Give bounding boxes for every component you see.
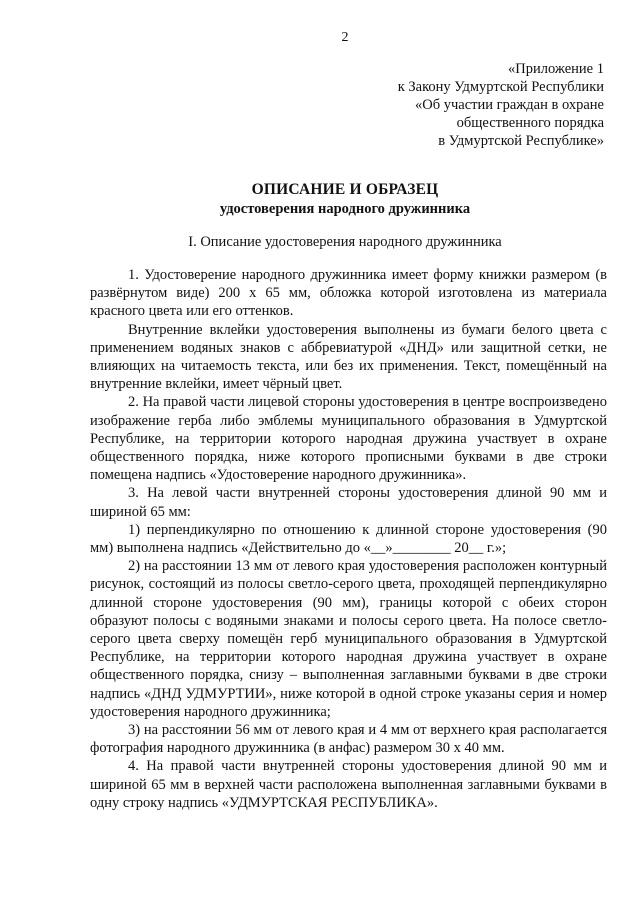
body-text — [90, 266, 607, 812]
paragraph: 3. На левой части внутренней стороны удостоверения длиной 90 мм и шириной 65 мм: — [90, 485, 607, 520]
paragraph: 1. Удостоверение народного дружинника имеет форму книжки размером (в развёрнутом виде) 200 x 65 мм, обложка которой изготовлена из материала красного цвета или его оттенков. — [90, 267, 607, 320]
appendix-line: в Удмуртской Республике» — [438, 133, 604, 149]
paragraph: 3) на расстоянии 56 мм от левого края и 4 мм от верхнего края располагается фотография народного дружинника (в анфас) размером 30 x 40 мм. — [90, 722, 607, 757]
appendix-note — [398, 60, 604, 150]
appendix-line: «Приложение 1 — [508, 61, 604, 77]
paragraph: 2) на расстоянии 13 мм от левого края удостоверения расположен контурный рисунок, состоящий из полосы светло-серого цвета, проходящей перпендикулярно длинной стороне удостоверения (90 мм), границы которой с обеих сторон образуют полосы с водяными знаками и полосы серого цвета. На полосе светло-серого цвета сверху помещён герб муниципального образования в Удмуртской Республике, на территории которого народная дружина участвует в охране общественного порядка, снизу – выполненная заглавными буквами в две строки надпись «ДНД УДМУРТИИ», ниже которой в одной строке указаны серия и номер удостоверения народного дружинника; — [90, 558, 607, 720]
paragraph: 4. На правой части внутренней стороны удостоверения длиной 90 мм и шириной 65 мм в верхней части расположена выполненная заглавными буквами в одну строку надпись «УДМУРТСКАЯ РЕСПУБЛИКА». — [90, 758, 607, 811]
paragraph: 1) перпендикулярно по отношению к длинной стороне удостоверения (90 мм) выполнена надпись «Действительно до «__»________ 20__ г.»; — [90, 521, 607, 557]
document-subtitle: удостоверения народного дружинника — [219, 201, 471, 217]
document-title: ОПИСАНИЕ И ОБРАЗЕЦ — [251, 181, 439, 198]
appendix-line: «Об участии граждан в охране — [415, 97, 604, 113]
paragraph: 2. На правой части лицевой стороны удостоверения в центре воспроизведено изображение герба либо эмблемы муниципального образования в Удмуртской Республике, на территории которого народная дружина участвует в охране общественного порядка, ниже которого прописными буквами в две строки помещена надпись «Удостоверение народного дружинника». — [90, 394, 607, 484]
paragraph: Внутренние вклейки удостоверения выполнены из бумаги белого цвета с применением водяных знаков с аббревиатурой «ДНД» или защитной сетки, не влияющих на читаемость текста, или без их применения. Текст, помещённый на внутренние вклейки, имеет чёрный цвет. — [90, 321, 607, 393]
section-heading: I. Описание удостоверения народного дружинника — [188, 234, 502, 250]
appendix-line: общественного порядка — [456, 115, 604, 131]
page-number: 2 — [341, 30, 349, 45]
appendix-line: к Закону Удмуртской Республики — [397, 79, 604, 95]
